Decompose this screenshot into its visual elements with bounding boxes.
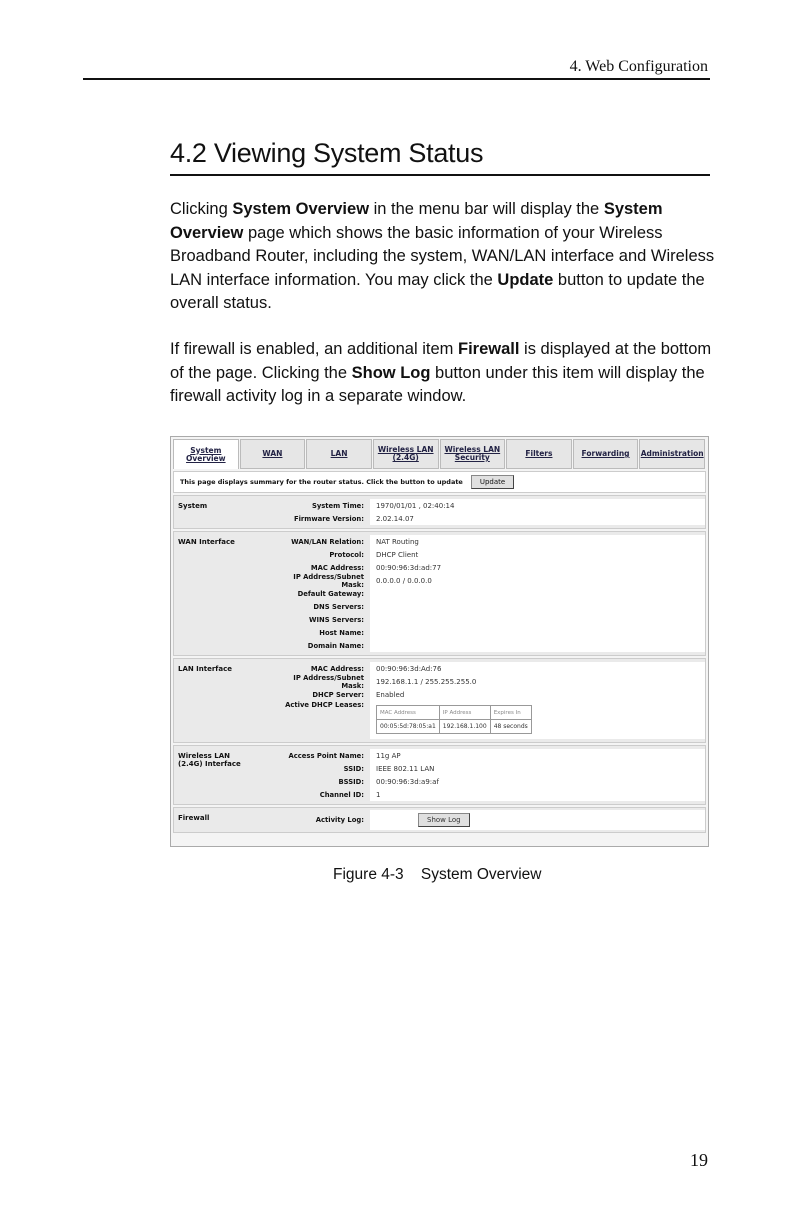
figure-caption: Figure 4-3 System Overview [333, 866, 542, 883]
paragraph-firewall: If firewall is enabled, an additional item Firewall is displayed at the bottom of the page. Clicking the Show Log button under this item will display the firewall activity log in a separate window. [170, 340, 712, 405]
panel-title: WAN Interface [174, 532, 270, 655]
info-row: WINS Servers: [270, 613, 705, 626]
info-row: Firmware Version: 2.02.14.07 [270, 512, 705, 525]
info-row: BSSID: 00:90:96:3d:a9:af [270, 775, 705, 788]
wan-panel [173, 531, 706, 656]
info-row: Activity Log: Show Log [270, 810, 705, 830]
system-overview-screenshot [170, 436, 709, 847]
nav-bar [173, 439, 706, 469]
panel-title: Wireless LAN (2.4G) Interface [174, 746, 270, 804]
dhcp-lease-table: MAC Address IP Address Expires In 00:05:5d:78:05:a1 192.168.1.100 48 seconds [376, 705, 532, 734]
firewall-panel [173, 807, 706, 833]
info-row: Default Gateway: [270, 587, 705, 600]
info-row: WAN/LAN Relation: NAT Routing [270, 535, 705, 548]
section-rule [170, 174, 710, 176]
info-text: This page displays summary for the router status. Click the button to update [180, 478, 463, 486]
info-row: System Time: 1970/01/01 , 02:40:14 [270, 499, 705, 512]
tab-wireless-lan[interactable]: Wireless LAN (2.4G) [373, 439, 439, 469]
system-panel [173, 495, 706, 529]
info-row: IP Address/Subnet Mask: 192.168.1.1 / 255.255.255.0 [270, 675, 705, 688]
wireless-lan-panel [173, 745, 706, 805]
info-row: MAC Address: 00:90:96:3d:Ad:76 [270, 662, 705, 675]
lan-panel [173, 658, 706, 743]
info-row: Host Name: [270, 626, 705, 639]
panel-title: LAN Interface [174, 659, 270, 742]
tab-lan[interactable]: LAN [306, 439, 372, 469]
info-row: Access Point Name: 11g AP [270, 749, 705, 762]
info-row: Protocol: DHCP Client [270, 548, 705, 561]
tab-wireless-security[interactable]: Wireless LAN Security [440, 439, 506, 469]
info-row: Active DHCP Leases: MAC Address IP Address Expires In 00:05:5d:78:05:a1 192.168.1.100 48 seconds [270, 701, 705, 739]
tab-wan[interactable]: WAN [240, 439, 306, 469]
panel-title: Firewall [174, 808, 270, 832]
info-row: Channel ID: 1 [270, 788, 705, 801]
info-row: IP Address/Subnet Mask: 0.0.0.0 / 0.0.0.0 [270, 574, 705, 587]
panel-title: System [174, 496, 270, 528]
header-rule [83, 78, 710, 80]
page-number: 19 [690, 1150, 708, 1170]
running-header: 4. Web Configuration [569, 58, 708, 75]
section-title: 4.2 Viewing System Status [170, 138, 484, 168]
tab-filters[interactable]: Filters [506, 439, 572, 469]
info-bar [173, 471, 706, 493]
tab-administration[interactable]: Administration [639, 439, 705, 469]
info-row: SSID: IEEE 802.11 LAN [270, 762, 705, 775]
info-row: DHCP Server: Enabled [270, 688, 705, 701]
update-button[interactable]: Update [471, 475, 514, 489]
tab-forwarding[interactable]: Forwarding [573, 439, 639, 469]
info-row: DNS Servers: [270, 600, 705, 613]
info-row: Domain Name: [270, 639, 705, 652]
paragraph-intro: Clicking System Overview in the menu bar will display the System Overview page which shows the basic information of your Wireless Broadband Router, including the system, WAN/LAN interface and Wireless LAN interface information. You may click the Update button to update the overall status. [170, 200, 715, 312]
info-row: MAC Address: 00:90:96:3d:ad:77 [270, 561, 705, 574]
tab-system-overview[interactable]: System Overview [173, 439, 239, 469]
show-log-button[interactable]: Show Log [418, 813, 470, 827]
table-row: 00:05:5d:78:05:a1 192.168.1.100 48 seconds [377, 720, 532, 734]
